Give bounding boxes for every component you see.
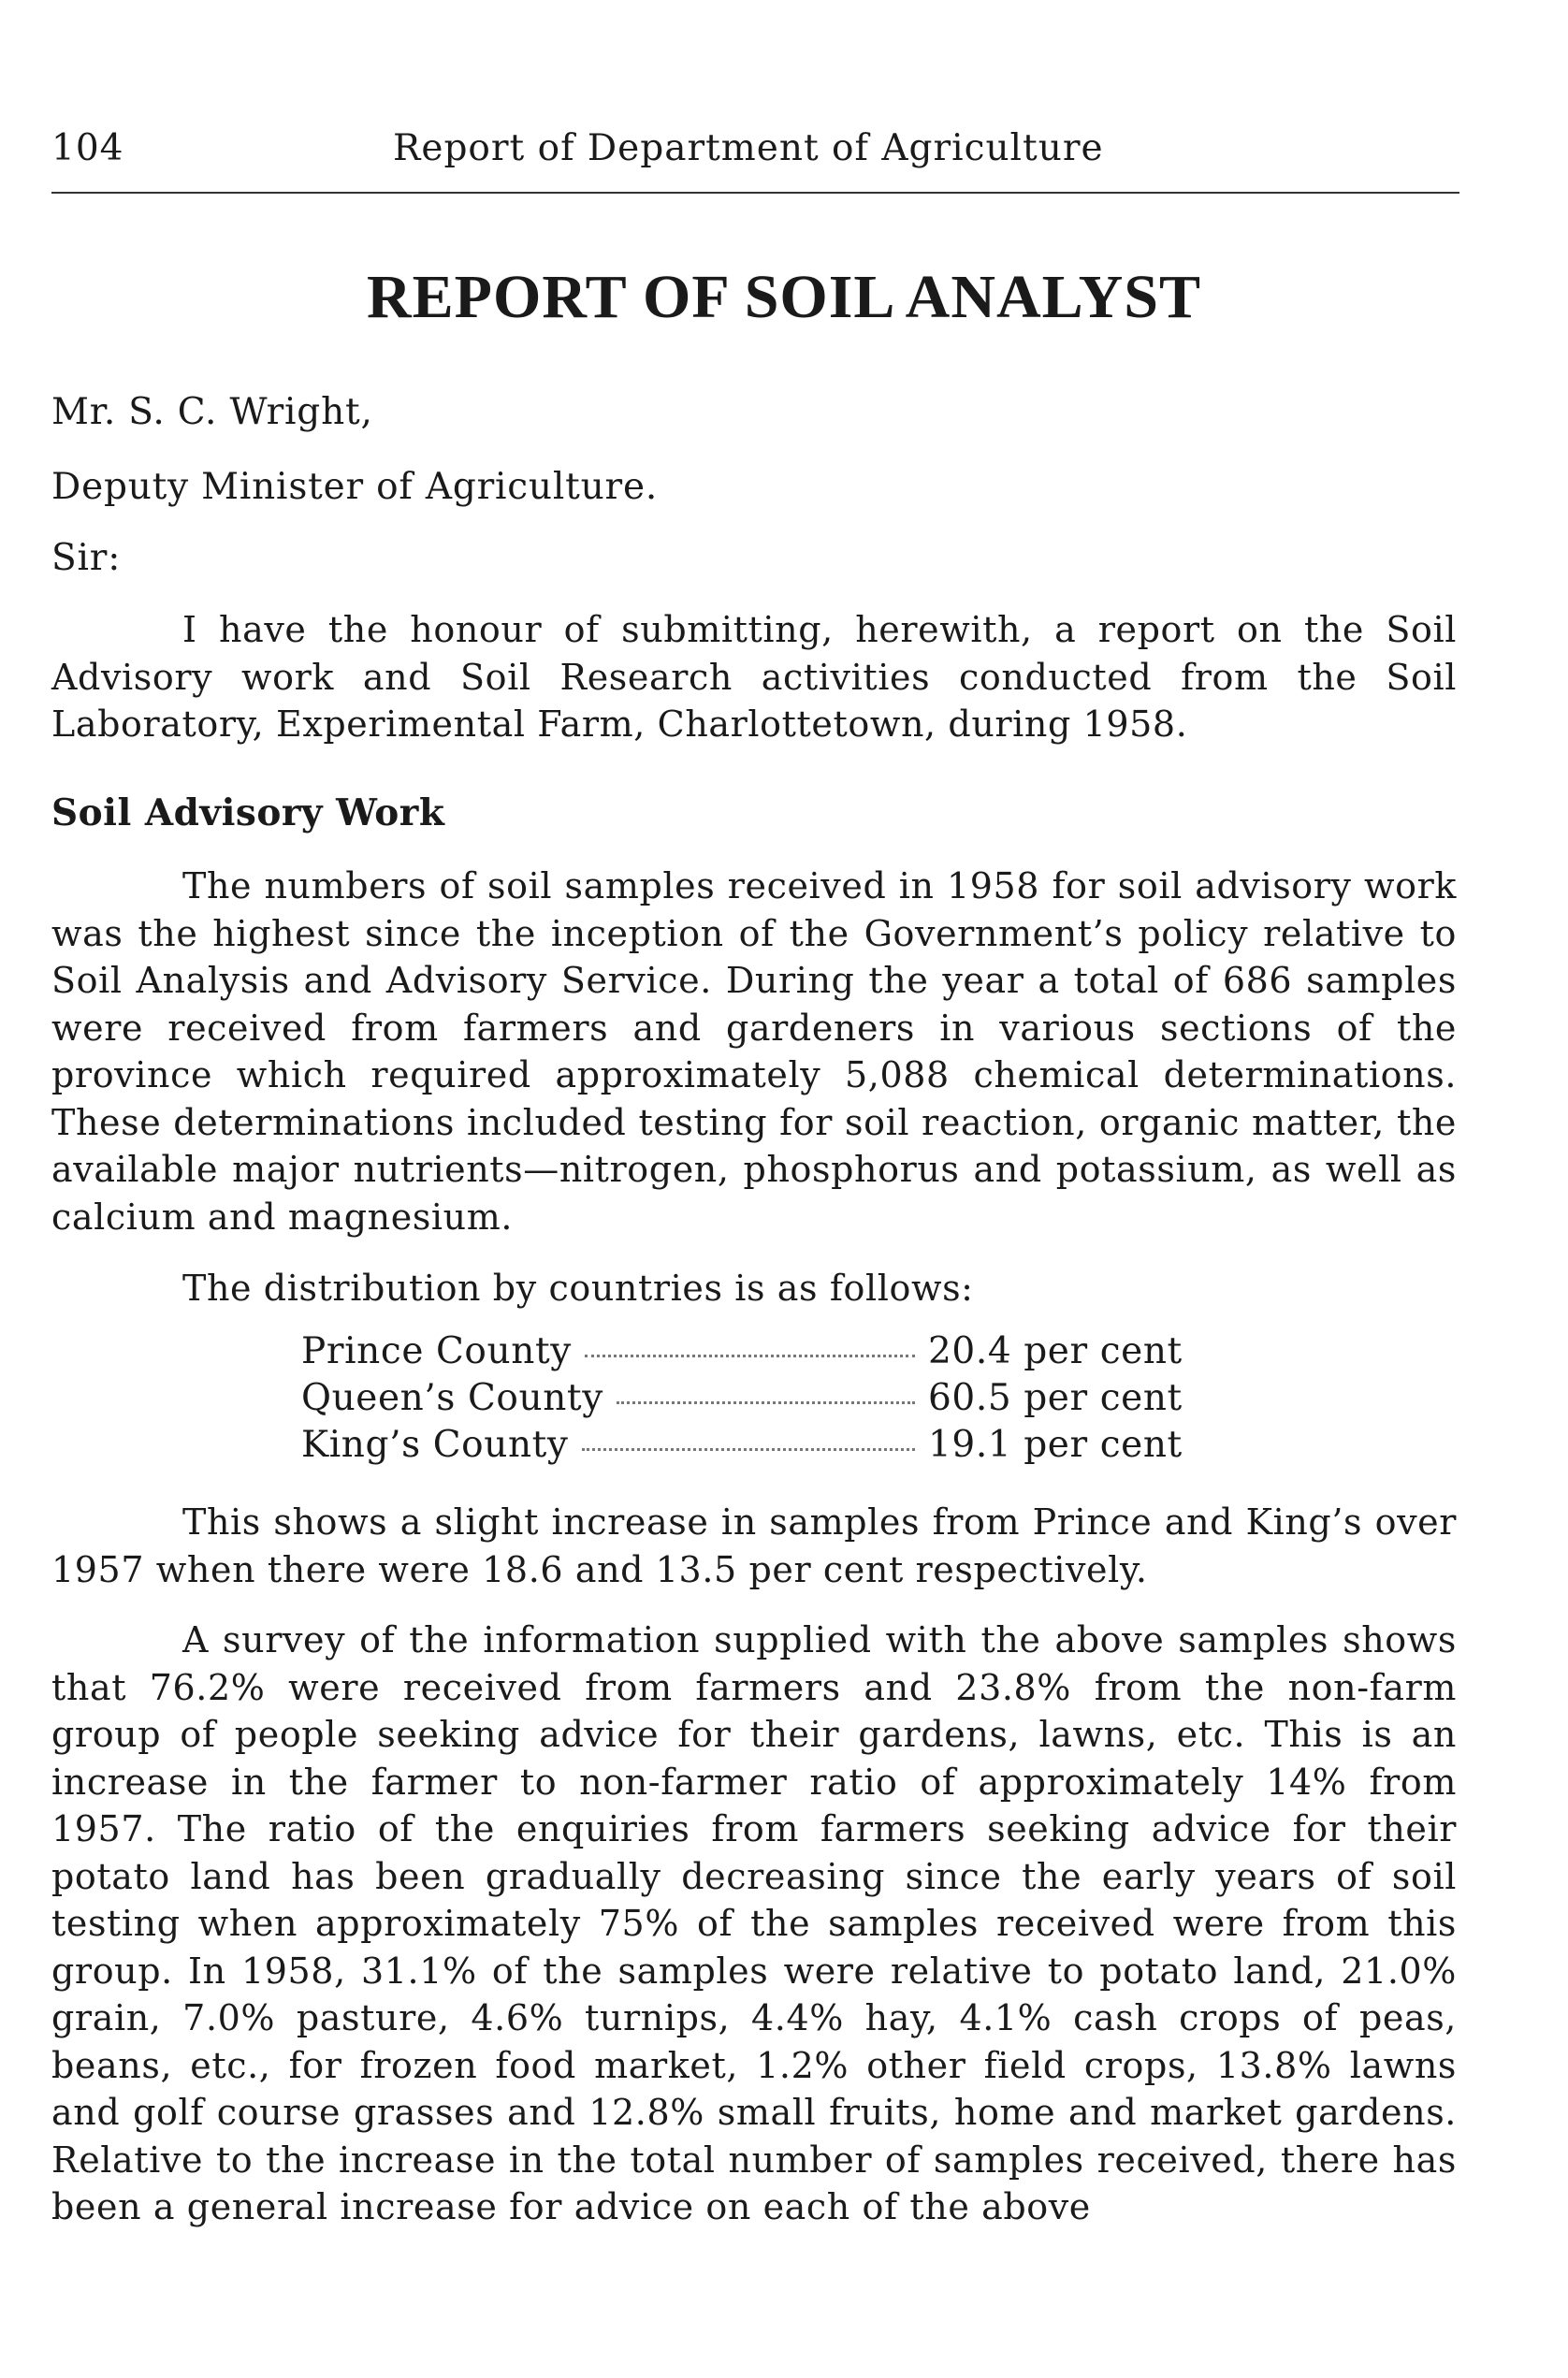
intro-paragraph: I have the honour of submitting, herewith, a report on the Soil Advisory work and Soil Research activities conducted from the Soil Laboratory, Experimental Farm, Charlottetown, during 1958.	[51, 609, 1457, 745]
dot-leader	[582, 1448, 915, 1451]
county-name: Queen’s County	[301, 1377, 603, 1419]
addressee: Mr. S. C. Wright,	[51, 391, 373, 433]
section-heading: Soil Advisory Work	[51, 791, 445, 834]
county-name: Prince County	[301, 1330, 572, 1372]
paragraph-survey: A survey of the information supplied with the above samples shows that 76.2% were received from farmers and 23.8% from the non-farm group of people seeking advice for their gardens, lawns, etc. This is an increase in the farmer to non-farmer ratio of approximately 14% from 1957. The ratio of the enquiries from farmers seeking advice for their potato land has been gradually decreasing since the early years of soil testing when approximately 75% of the samples received were from this group. In 1958, 31.1% of the samples were relative to potato land, 21.0% grain, 7.0% pasture, 4.6% turnips, 4.4% hay, 4.1% cash crops of peas, beans, etc., for frozen food market, 1.2% other field crops, 13.8% lawns and golf course grasses and 12.8% small fruits, home and market gardens. Relative to the increase in the total number of samples received, there has been a general increase for advice on each of the above	[51, 1619, 1457, 2227]
page-number: 104	[51, 127, 124, 169]
distribution-table	[301, 1330, 1199, 1471]
county-name: King’s County	[301, 1424, 569, 1466]
running-title: Report of Department of Agriculture	[393, 127, 1104, 169]
county-percentage: 20.4 per cent	[928, 1330, 1183, 1372]
distribution-row	[301, 1377, 1199, 1424]
paragraph-distribution-intro: The distribution by countries is as follows:	[182, 1268, 974, 1309]
salutation: Sir:	[51, 537, 122, 579]
dot-leader	[585, 1355, 915, 1357]
report-title: REPORT OF SOIL ANALYST	[366, 263, 1202, 331]
paragraph-increase: This shows a slight increase in samples from Prince and King’s over 1957 when there were 18.6 and 13.5 per cent respectively.	[51, 1501, 1457, 1590]
addressee-position: Deputy Minister of Agriculture.	[51, 466, 659, 508]
header-rule	[51, 192, 1459, 194]
paragraph-samples: The numbers of soil samples received in 1958 for soil advisory work was the highest since the inception of the Government’s policy relative to Soil Analysis and Advisory Service. During the year a total of 686 samples were received from farmers and gardeners in various sections of the province which required approximately 5,088 chemical determinations. These determinations included testing for soil reaction, organic matter, the available major nutrients—nitrogen, phosphorus and potassium, as well as calcium and magnesium.	[51, 865, 1457, 1238]
county-percentage: 19.1 per cent	[928, 1424, 1183, 1466]
running-header	[51, 120, 1455, 176]
county-percentage: 60.5 per cent	[928, 1377, 1183, 1419]
distribution-row	[301, 1330, 1199, 1377]
distribution-row	[301, 1424, 1199, 1471]
dot-leader	[617, 1401, 915, 1404]
